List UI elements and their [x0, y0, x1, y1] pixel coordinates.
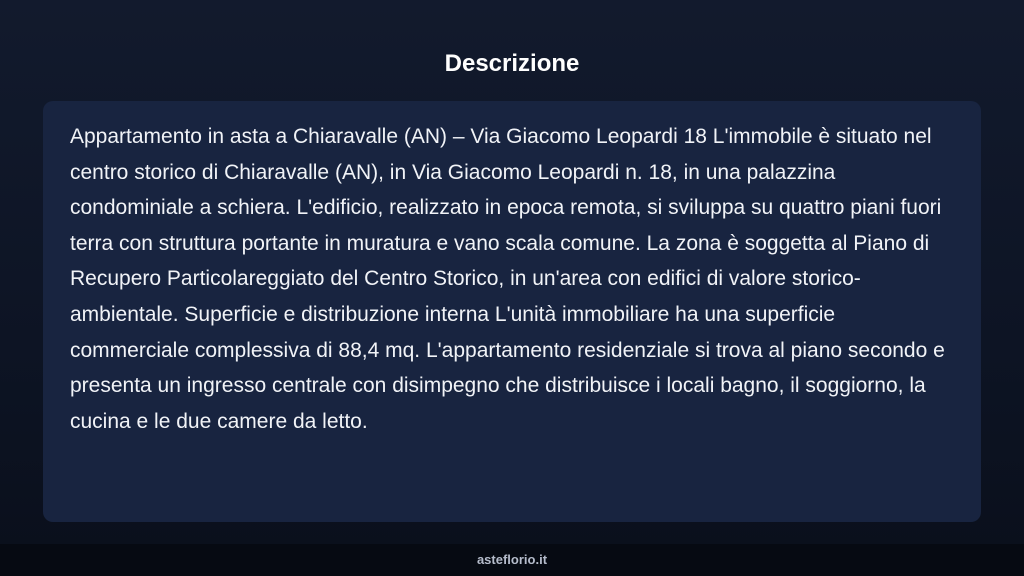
description-text: Appartamento in asta a Chiaravalle (AN) – Via Giacomo Leopardi 18 L'immobile è situato nel centro storico di Chiaravalle (AN), in Via Giacomo Leopardi n. 18, in una palazzina condominiale a schiera. L'edificio, realizzato in epoca remota, si sviluppa su quattro piani fuori terra con struttura portante in muratura e vano scala comune. La zona è soggetta al Piano di Recupero Particolareggiato del Centro Storico, in un'area con edifici di valore storico-ambientale. Superficie e distribuzione interna L'unità immobiliare ha una superficie commerciale complessiva di 88,4 mq. L'appartamento residenziale si trova al piano secondo e presenta un ingresso centrale con disimpegno che distribuisce i locali bagno, il soggiorno, la cucina e le due camere da letto.: [70, 125, 945, 433]
page-title: Descrizione: [444, 50, 580, 77]
footer-site-label: asteflorio.it: [0, 544, 1024, 576]
description-card: [43, 101, 981, 522]
